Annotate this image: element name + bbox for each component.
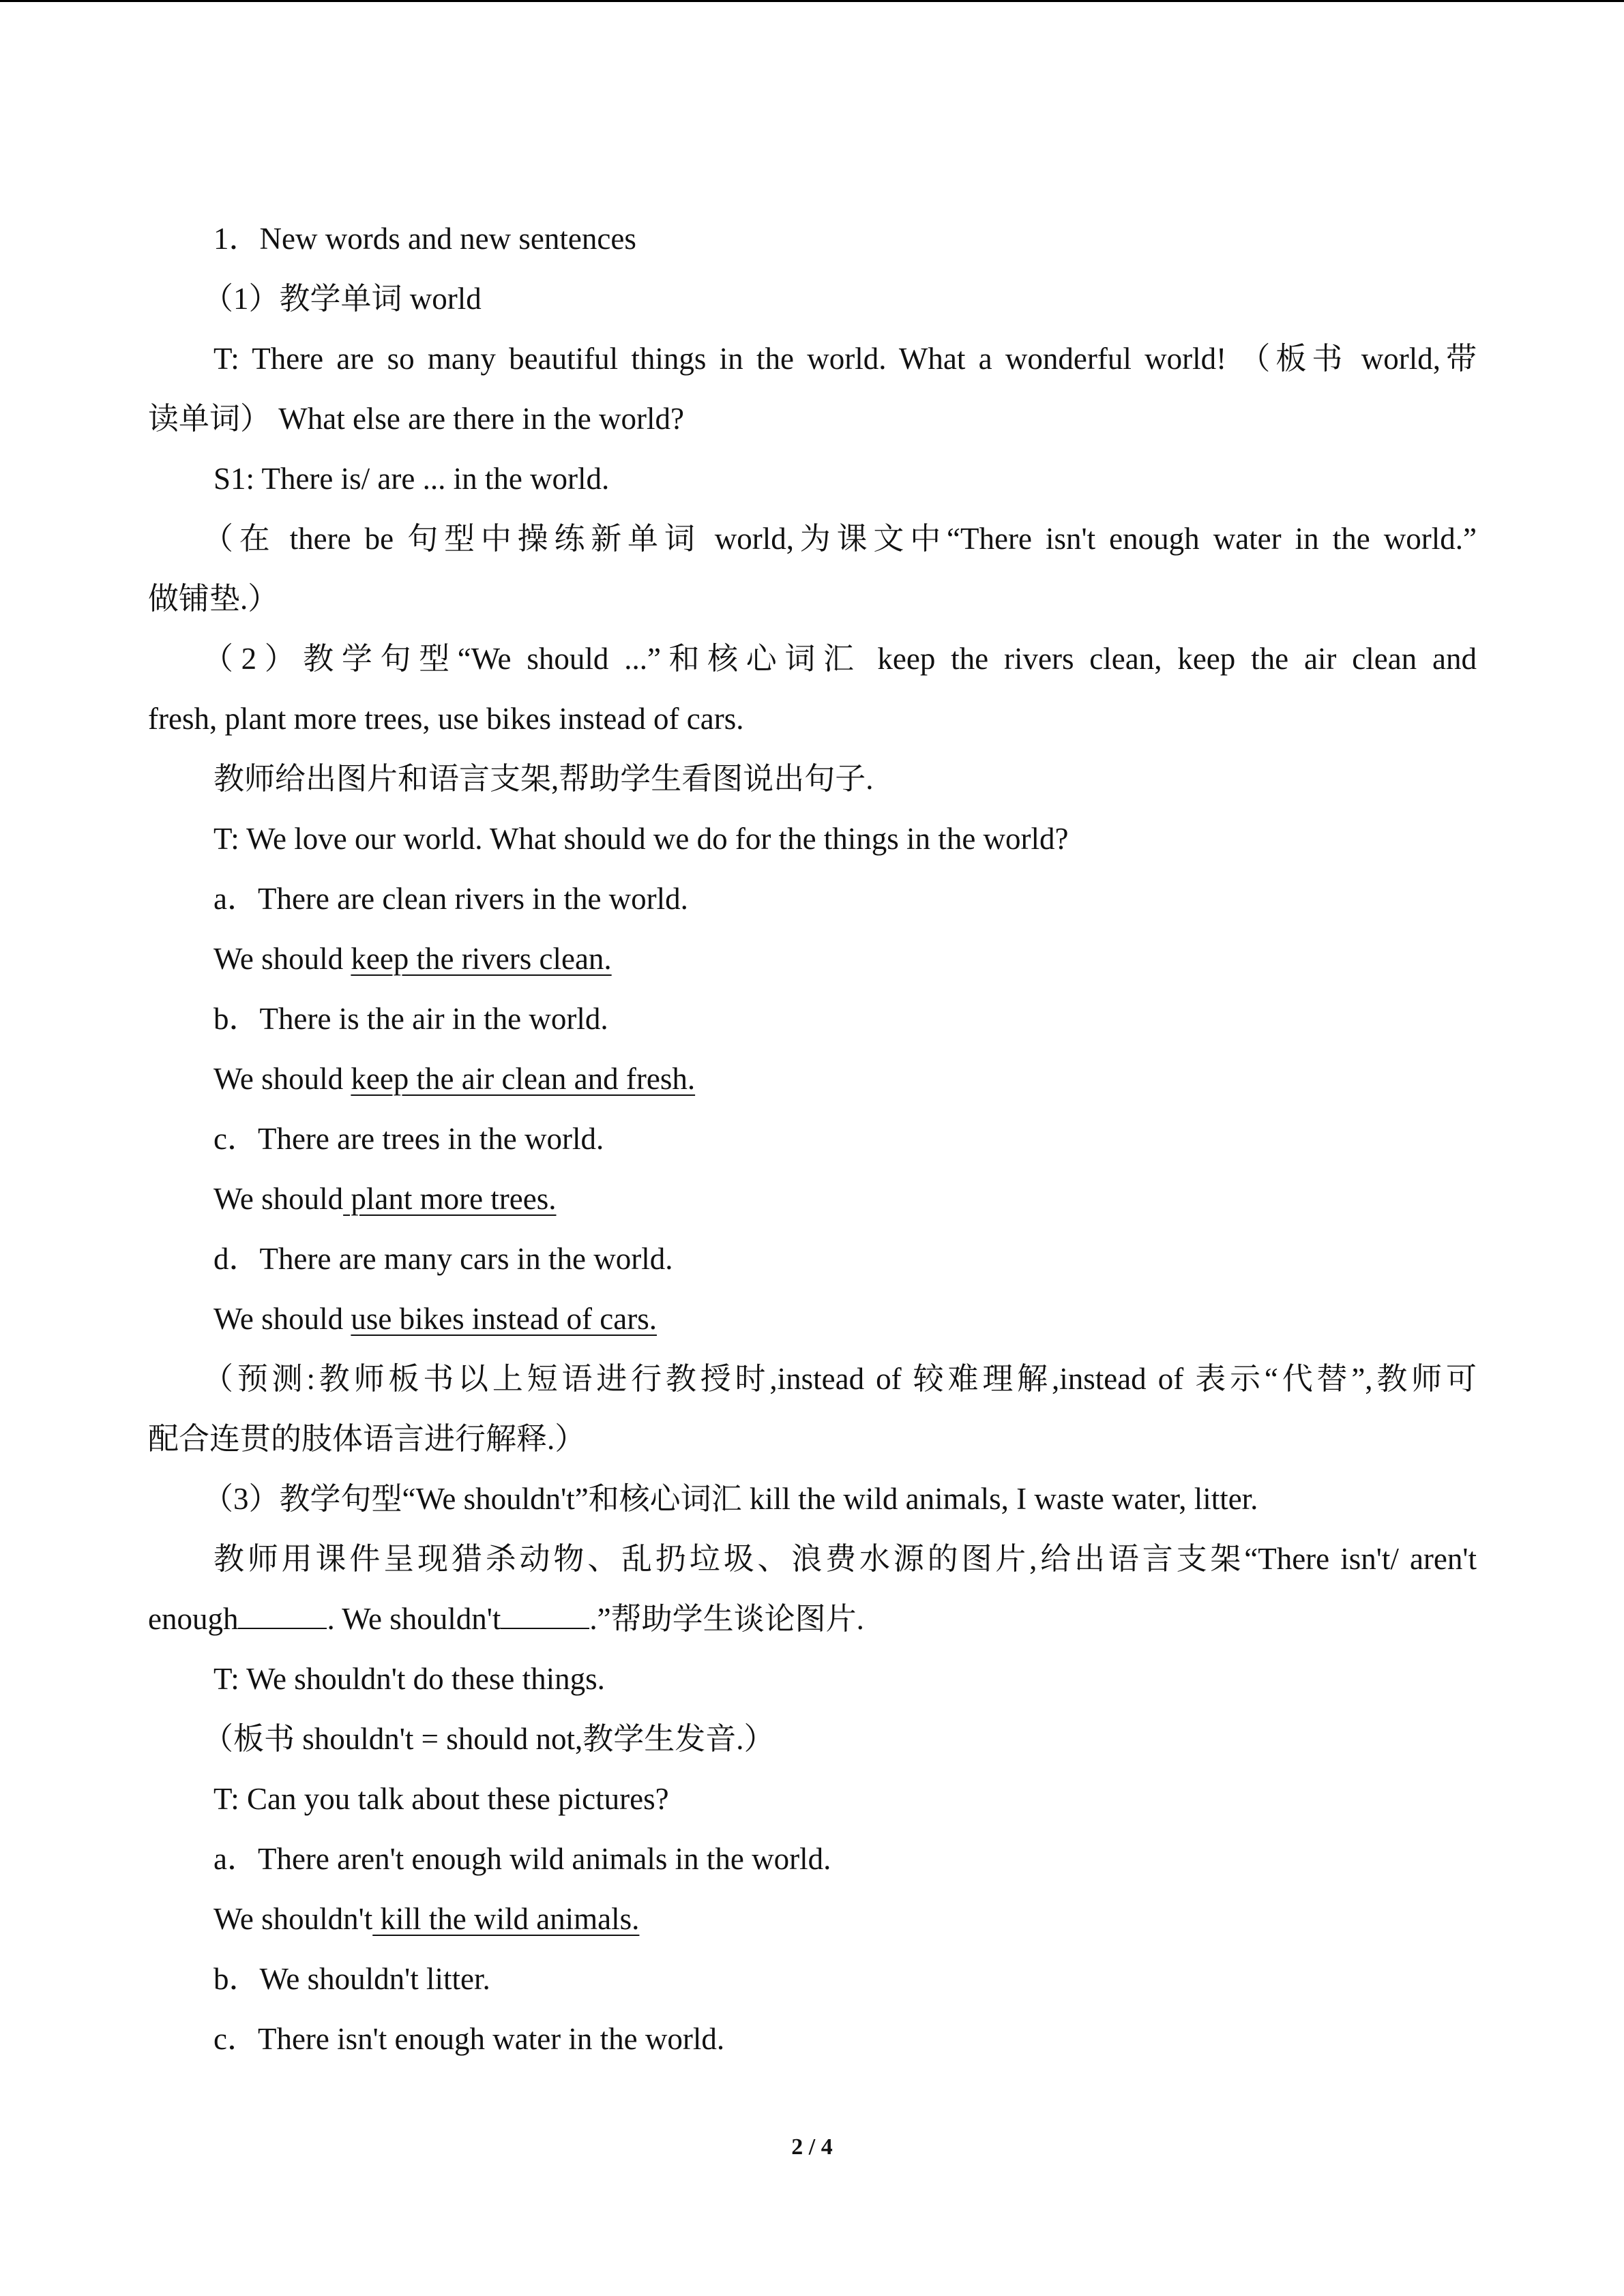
paragraph-line: T: There are so many beautiful things in the world. What a wonderful world! （板书 world,带 [213, 342, 1477, 376]
paragraph-line: T: Can you talk about these pictures? [213, 1782, 669, 1816]
list-item: c．There isn't enough water in the world. [213, 2022, 725, 2056]
paragraph-line: 教师用课件呈现猎杀动物、乱扔垃圾、浪费水源的图片,给出语言支架“There isn't/ aren't [213, 1542, 1477, 1576]
underlined-answer: use bikes instead of cars. [351, 1302, 657, 1336]
fill-blank [238, 1605, 327, 1629]
underlined-answer: plant more trees. [343, 1182, 557, 1216]
paragraph-line: 配合连贯的肢体语言进行解释.） [148, 1422, 586, 1456]
list-item: a．There aren't enough wild animals in the world. [213, 1842, 831, 1876]
text-fragment: .”帮助学生谈论图片. [589, 1602, 864, 1636]
fill-blank [501, 1605, 589, 1629]
paragraph-line: S1: There is/ are ... in the world. [213, 462, 610, 496]
paragraph-line: T: We love our world. What should we do for the things in the world? [213, 822, 1069, 856]
list-item: b．We shouldn't litter. [213, 1962, 490, 1996]
underlined-answer: kill the wild animals. [372, 1902, 640, 1936]
underlined-answer: keep the rivers clean. [351, 942, 612, 976]
paragraph-line: fresh, plant more trees, use bikes instead of cars. [148, 702, 744, 736]
text-fragment: . We shouldn't [327, 1602, 501, 1636]
paragraph-line [148, 1589, 1477, 1649]
list-item: a．There are clean rivers in the world. [213, 882, 688, 916]
answer-prefix: We should [213, 1182, 344, 1216]
paragraph-line: T: We shouldn't do these things. [213, 1662, 605, 1696]
paragraph-line: （在 there be 句型中操练新单词 world,为课文中“There isn't enough water in the world.” [203, 522, 1477, 556]
answer-line [148, 1049, 1477, 1109]
paragraph-line: （预测:教师板书以上短语进行教授时,instead of 较难理解,instead of 表示“代替”,教师可 [203, 1362, 1477, 1396]
answer-line [148, 1289, 1477, 1349]
paragraph-line: 读单词） What else are there in the world? [148, 402, 684, 436]
paragraph-line: （板书 shouldn't = should not,教学生发音.） [203, 1722, 775, 1756]
answer-line [148, 1169, 1477, 1229]
list-item: b．There is the air in the world. [213, 1002, 608, 1036]
section-heading: 1．New words and new sentences [213, 222, 636, 256]
list-item: c．There are trees in the world. [213, 1122, 604, 1156]
answer-prefix: We should [213, 942, 351, 976]
subsection-heading-1: （1）教学单词 world [203, 282, 482, 316]
text-fragment: enough [148, 1602, 239, 1636]
paragraph-line: 教师给出图片和语言支架,帮助学生看图说出句子. [213, 762, 874, 796]
answer-prefix: We should [213, 1302, 351, 1336]
answer-prefix: We shouldn't [213, 1902, 373, 1936]
underlined-answer: keep the air clean and fresh. [351, 1062, 696, 1096]
answer-line [148, 1889, 1477, 1949]
top-border-rule [0, 0, 1624, 2]
answer-prefix: We should [213, 1062, 351, 1096]
page-number: 2 / 4 [791, 2134, 833, 2160]
document-body [148, 209, 1477, 2069]
answer-line [148, 929, 1477, 989]
subsection-heading-3: （3）教学句型“We shouldn't”和核心词汇 kill the wild animals, I waste water, litter. [203, 1482, 1258, 1516]
subsection-heading-2: （2）教学句型“We should ...”和核心词汇 keep the rivers clean, keep the air clean and [203, 642, 1477, 676]
paragraph-line: 做铺垫.） [148, 582, 279, 616]
list-item: d．There are many cars in the world. [213, 1242, 673, 1276]
